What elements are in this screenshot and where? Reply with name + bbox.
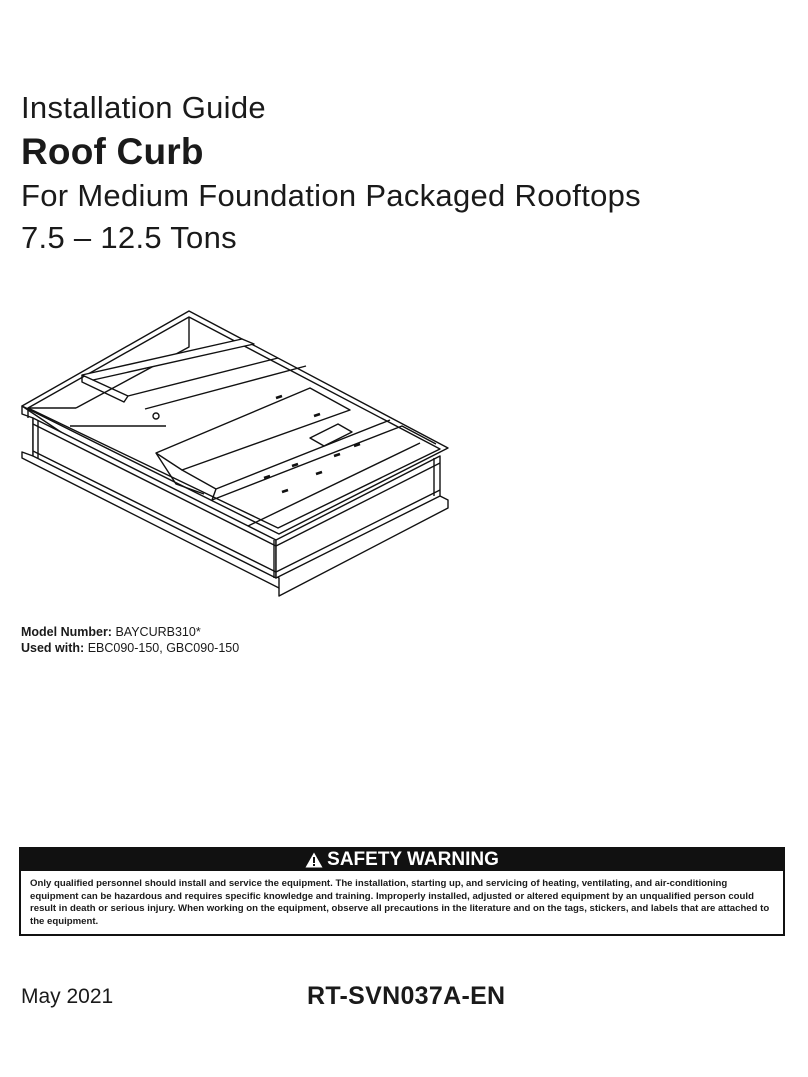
safety-warning-box: [19, 847, 785, 936]
title-block: [21, 88, 641, 258]
model-info: [21, 624, 239, 656]
doc-capacity: 7.5 – 12.5 Tons: [21, 220, 237, 255]
safety-warning-header: [21, 849, 783, 871]
used-with-value: EBC090-150, GBC090-150: [87, 641, 240, 655]
document-number: RT-SVN037A-EN: [307, 982, 506, 1010]
model-number-row: [21, 624, 239, 640]
safety-warning-text: Only qualified personnel should install and service the equipment. The installation, starting up, and servicing of heating, ventilating, and air-conditioning equipment can be hazardous and requires specific knowledge and training. Improperly installed, adjusted or altered equipment by an unqualified person could result in death or serious injury. When working on the equipment, observe all precautions in the literature and on the tags, stickers, and labels that are attached to the equipment.: [30, 878, 770, 927]
used-with-row: [21, 640, 239, 656]
safety-warning-heading: SAFETY WARNING: [327, 849, 499, 870]
used-with-label: Used with:: [21, 641, 85, 655]
doc-title: Roof Curb: [21, 131, 204, 172]
roof-curb-illustration: [16, 306, 456, 606]
publication-date: May 2021: [21, 985, 114, 1008]
doc-subtitle: For Medium Foundation Packaged Rooftops: [21, 178, 641, 213]
model-number-label: Model Number:: [21, 625, 112, 639]
doc-kicker: Installation Guide: [21, 90, 266, 125]
warning-triangle-icon: [305, 852, 323, 868]
model-number-value: BAYCURB310*: [115, 625, 201, 639]
